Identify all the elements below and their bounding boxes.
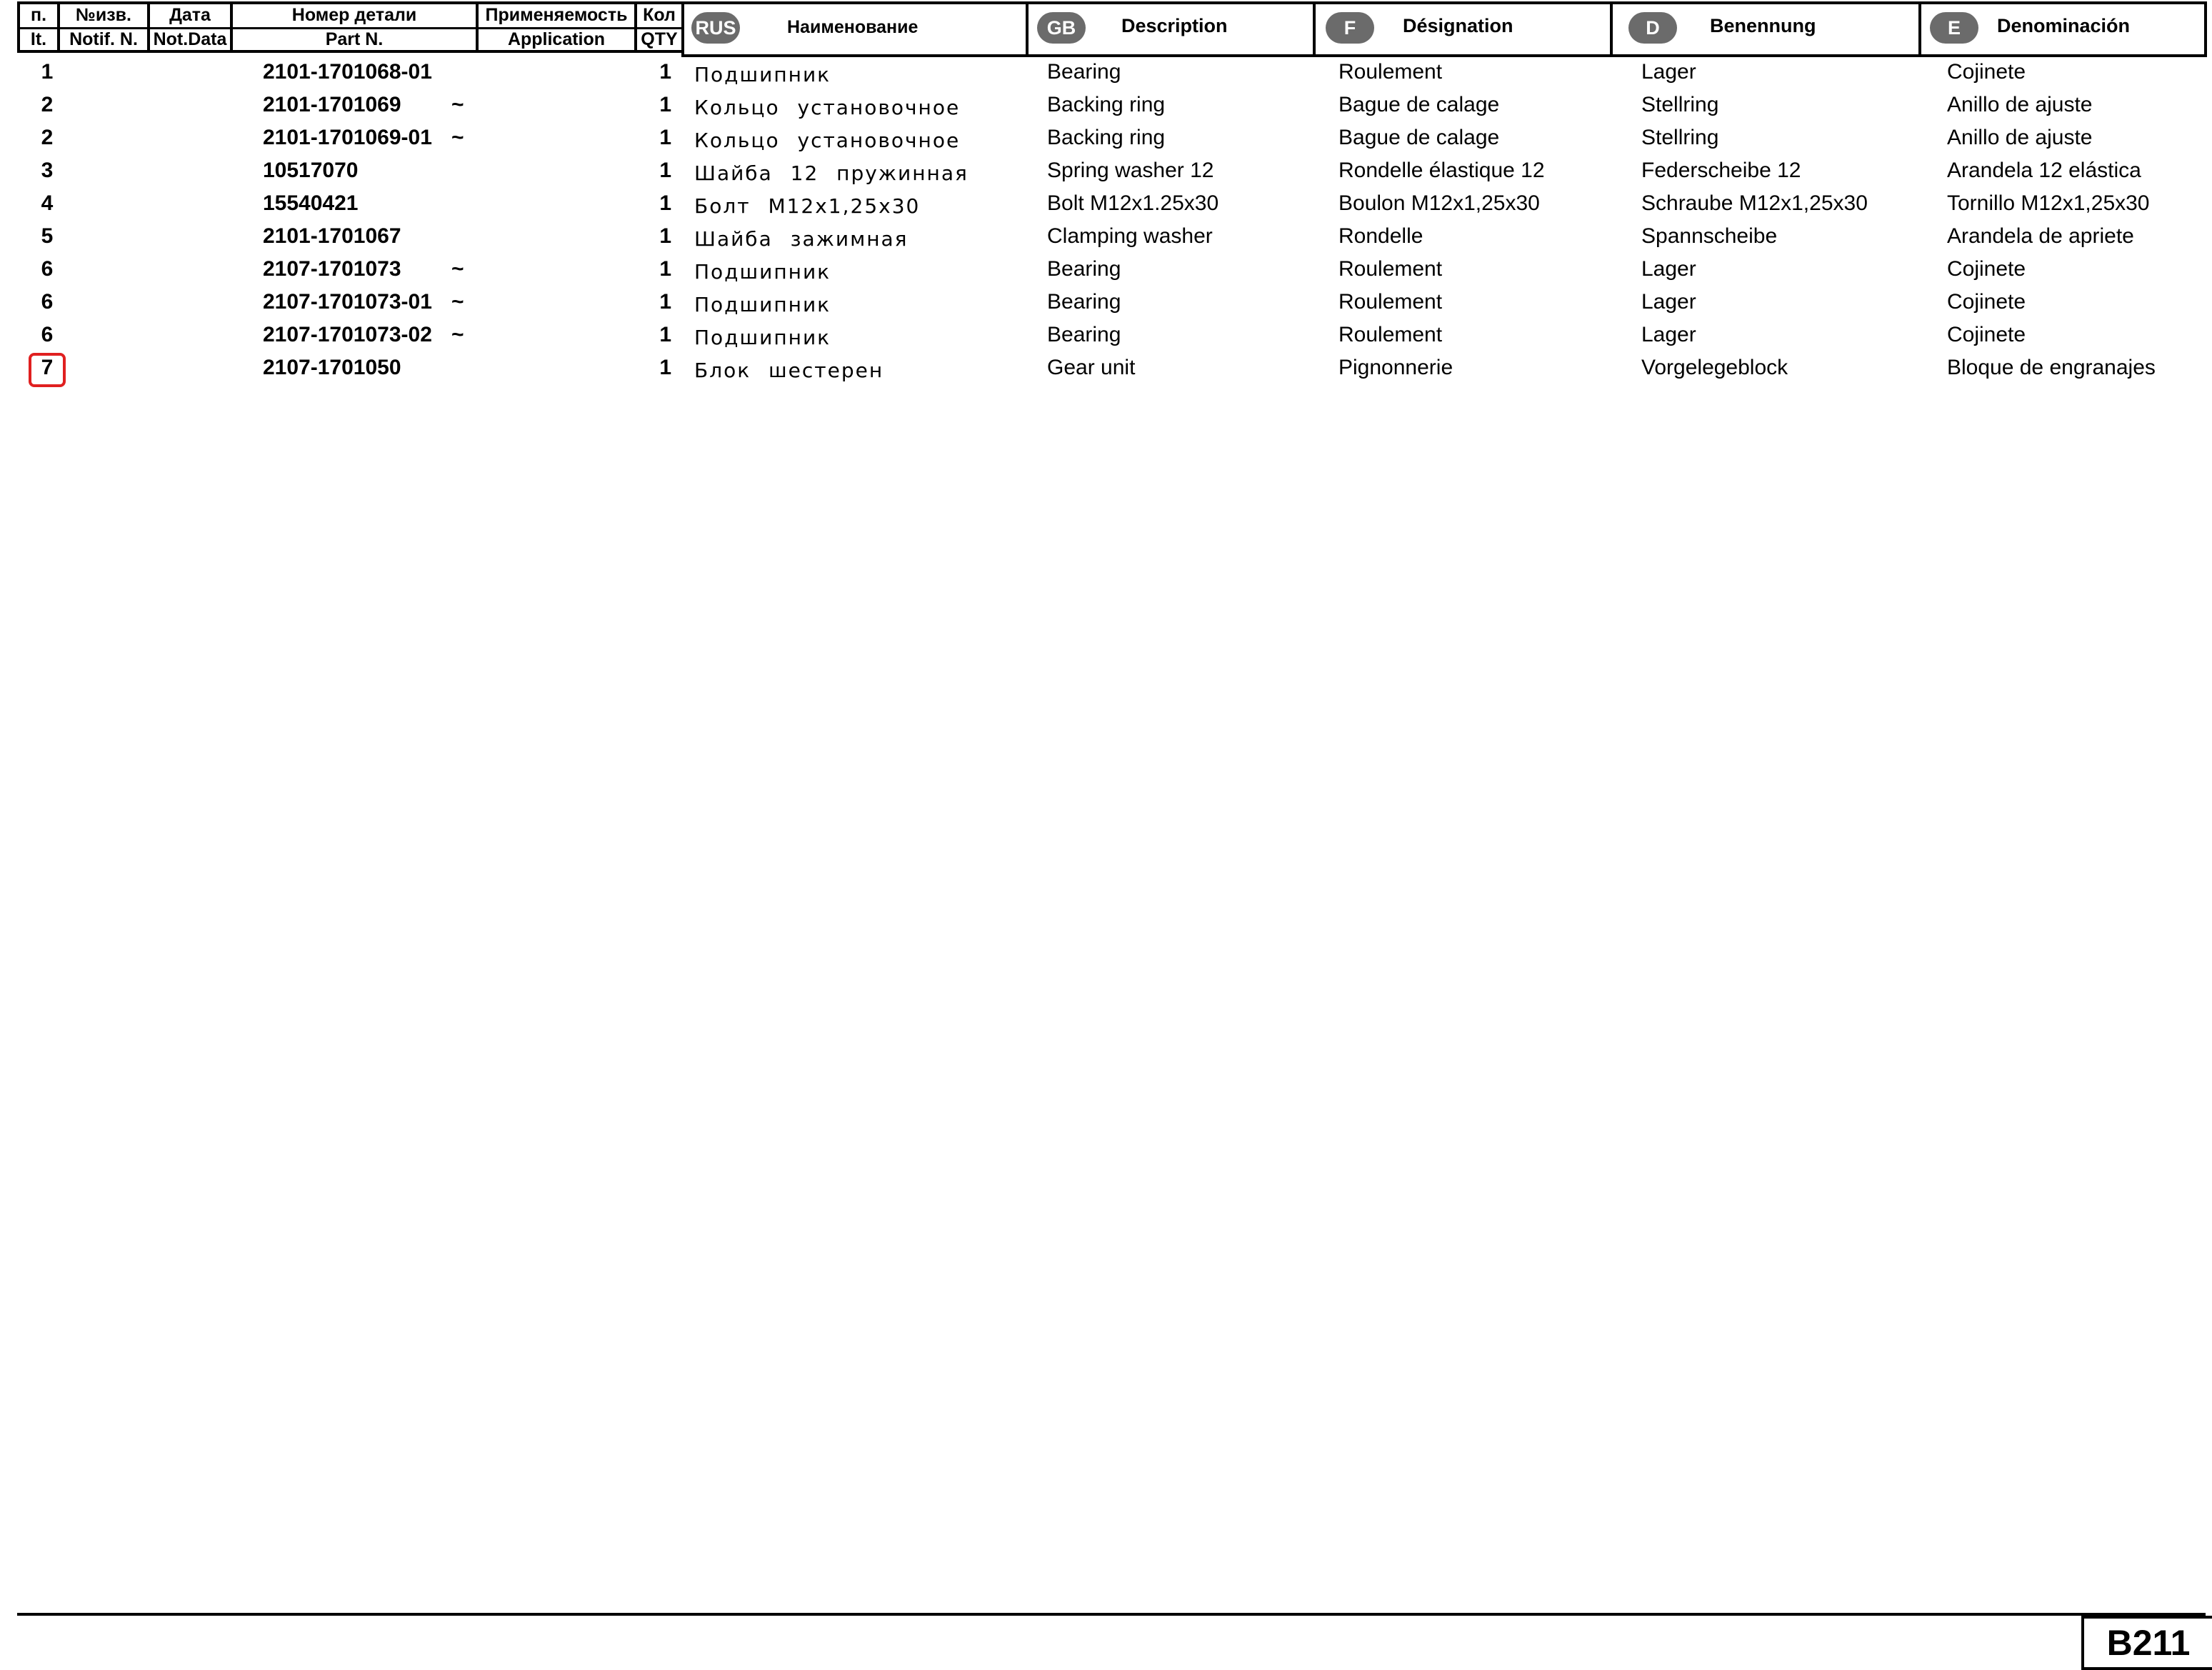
- quantity: 1: [659, 257, 671, 281]
- name-rus: Подшипник: [694, 63, 831, 86]
- lang-title-d: Benennung: [1710, 15, 1816, 36]
- name-f: Rondelle élastique 12: [1338, 159, 1545, 182]
- part-number: 2107-1701073: [263, 257, 401, 281]
- part-number: 2101-1701067: [263, 224, 401, 248]
- name-rus: Болт М12х1,25х30: [694, 194, 921, 218]
- quantity: 1: [659, 356, 671, 379]
- name-rus: Шайба зажимная: [694, 227, 909, 251]
- name-rus: Блок шестерен: [694, 359, 884, 382]
- name-d: Vorgelegeblock: [1641, 356, 1788, 379]
- name-d: Lager: [1641, 60, 1696, 84]
- name-d: Lager: [1641, 290, 1696, 314]
- part-number: 2101-1701069: [263, 93, 401, 116]
- name-rus: Кольцо установочное: [694, 96, 961, 119]
- lang-title-f: Désignation: [1403, 15, 1513, 36]
- header-part-ru: Номер детали: [291, 5, 417, 25]
- header-qty-en: QTY: [641, 29, 678, 49]
- lang-title-e: Denominación: [1997, 15, 2131, 36]
- name-f: Roulement: [1338, 323, 1443, 346]
- gb-badge-icon: GB: [1037, 12, 1086, 44]
- name-f: Roulement: [1338, 290, 1443, 314]
- quantity: 1: [659, 224, 671, 248]
- table-row: [0, 154, 2212, 187]
- name-gb: Bolt M12x1.25x30: [1047, 191, 1219, 215]
- quantity: 1: [659, 290, 671, 314]
- item-number: 2: [41, 93, 54, 116]
- lang-header-d: [1613, 0, 1918, 54]
- name-e: Cojinete: [1947, 257, 2026, 281]
- table-header: [0, 0, 2212, 57]
- quantity: 1: [659, 191, 671, 215]
- name-f: Roulement: [1338, 60, 1443, 84]
- part-number: 2101-1701069-01: [263, 126, 432, 149]
- table-row: [0, 220, 2212, 253]
- header-date-ru: Дата: [169, 5, 211, 25]
- name-e: Arandela de apriete: [1947, 224, 2134, 248]
- item-number: 5: [41, 224, 54, 248]
- name-gb: Gear unit: [1047, 356, 1136, 379]
- name-rus: Кольцо установочное: [694, 129, 961, 152]
- part-number: 10517070: [263, 159, 359, 182]
- item-number: 4: [41, 191, 54, 215]
- name-rus: Подшипник: [694, 293, 831, 316]
- f-badge-icon: F: [1326, 12, 1374, 44]
- quantity: 1: [659, 60, 671, 84]
- name-f: Rondelle: [1338, 224, 1423, 248]
- table-row-highlighted[interactable]: [0, 351, 2212, 384]
- part-number: 2107-1701050: [263, 356, 401, 379]
- d-badge-icon: D: [1628, 12, 1677, 44]
- table-row: [0, 121, 2212, 154]
- item-number: 2: [41, 126, 54, 149]
- name-e: Cojinete: [1947, 323, 2026, 346]
- part-number: 15540421: [263, 191, 359, 215]
- lang-header-rus: [684, 0, 1026, 54]
- table-row: [0, 187, 2212, 220]
- quantity: 1: [659, 323, 671, 346]
- name-f: Pignonnerie: [1338, 356, 1453, 379]
- quantity: 1: [659, 93, 671, 116]
- name-f: Roulement: [1338, 257, 1443, 281]
- part-number: 2107-1701073-02: [263, 323, 432, 346]
- rus-badge-icon: RUS: [691, 12, 740, 44]
- name-gb: Bearing: [1047, 290, 1121, 314]
- table-row: [0, 56, 2212, 89]
- lang-title-gb: Description: [1121, 15, 1228, 36]
- item-number: 3: [41, 159, 54, 182]
- header-application-ru: Применяемость: [485, 5, 628, 25]
- name-d: Stellring: [1641, 93, 1719, 116]
- name-d: Spannscheibe: [1641, 224, 1778, 248]
- quantity: 1: [659, 159, 671, 182]
- table-row: [0, 286, 2212, 319]
- name-rus: Подшипник: [694, 260, 831, 284]
- footer-divider: [17, 1613, 2206, 1616]
- part-number: 2107-1701073-01: [263, 290, 432, 314]
- lang-header-f: [1316, 0, 1610, 54]
- name-rus: Шайба 12 пружинная: [694, 161, 969, 185]
- header-date-en: Not.Data: [153, 29, 227, 49]
- name-gb: Spring washer 12: [1047, 159, 1214, 182]
- name-e: Anillo de ajuste: [1947, 126, 2093, 149]
- table-row: [0, 253, 2212, 286]
- lang-header-e: [1921, 0, 2207, 54]
- part-number: 2101-1701068-01: [263, 60, 432, 84]
- name-gb: Clamping washer: [1047, 224, 1213, 248]
- name-e: Anillo de ajuste: [1947, 93, 2093, 116]
- lang-header-gb: [1029, 0, 1313, 54]
- quantity: 1: [659, 126, 671, 149]
- page-number-label: B211: [2081, 1616, 2212, 1670]
- header-item-en: It.: [30, 29, 47, 49]
- tilde-mark: ~: [451, 323, 464, 346]
- selected-item-highlight: [29, 353, 66, 387]
- name-rus: Подшипник: [694, 326, 831, 349]
- name-f: Boulon M12x1,25x30: [1338, 191, 1540, 215]
- name-gb: Bearing: [1047, 257, 1121, 281]
- e-badge-icon: E: [1930, 12, 1978, 44]
- header-application-en: Application: [507, 29, 606, 49]
- name-f: Bague de calage: [1338, 93, 1500, 116]
- name-e: Arandela 12 elástica: [1947, 159, 2141, 182]
- table-row: [0, 89, 2212, 121]
- table-row: [0, 319, 2212, 351]
- item-number: 6: [41, 257, 54, 281]
- name-e: Cojinete: [1947, 290, 2026, 314]
- name-d: Federscheibe 12: [1641, 159, 1801, 182]
- name-e: Bloque de engranajes: [1947, 356, 2156, 379]
- name-gb: Bearing: [1047, 323, 1121, 346]
- name-d: Schraube M12x1,25x30: [1641, 191, 1868, 215]
- header-notif-en: Notif. N.: [69, 29, 138, 49]
- name-d: Stellring: [1641, 126, 1719, 149]
- name-gb: Backing ring: [1047, 126, 1166, 149]
- name-d: Lager: [1641, 323, 1696, 346]
- item-number: 6: [41, 323, 54, 346]
- name-d: Lager: [1641, 257, 1696, 281]
- header-qty-ru: Кол: [643, 5, 676, 25]
- item-number: 1: [41, 60, 54, 84]
- name-e: Cojinete: [1947, 60, 2026, 84]
- tilde-mark: ~: [451, 93, 464, 116]
- header-part-en: Part N.: [325, 29, 384, 49]
- tilde-mark: ~: [451, 126, 464, 149]
- header-notif-ru: №изв.: [76, 5, 131, 25]
- name-gb: Bearing: [1047, 60, 1121, 84]
- tilde-mark: ~: [451, 257, 464, 281]
- tilde-mark: ~: [451, 290, 464, 314]
- name-e: Tornillo M12x1,25x30: [1947, 191, 2150, 215]
- item-number[interactable]: 7: [41, 356, 54, 379]
- header-item-ru: п.: [30, 5, 47, 25]
- lang-title-rus: Наименование: [787, 17, 919, 37]
- name-f: Bague de calage: [1338, 126, 1500, 149]
- item-number: 6: [41, 290, 54, 314]
- name-gb: Backing ring: [1047, 93, 1166, 116]
